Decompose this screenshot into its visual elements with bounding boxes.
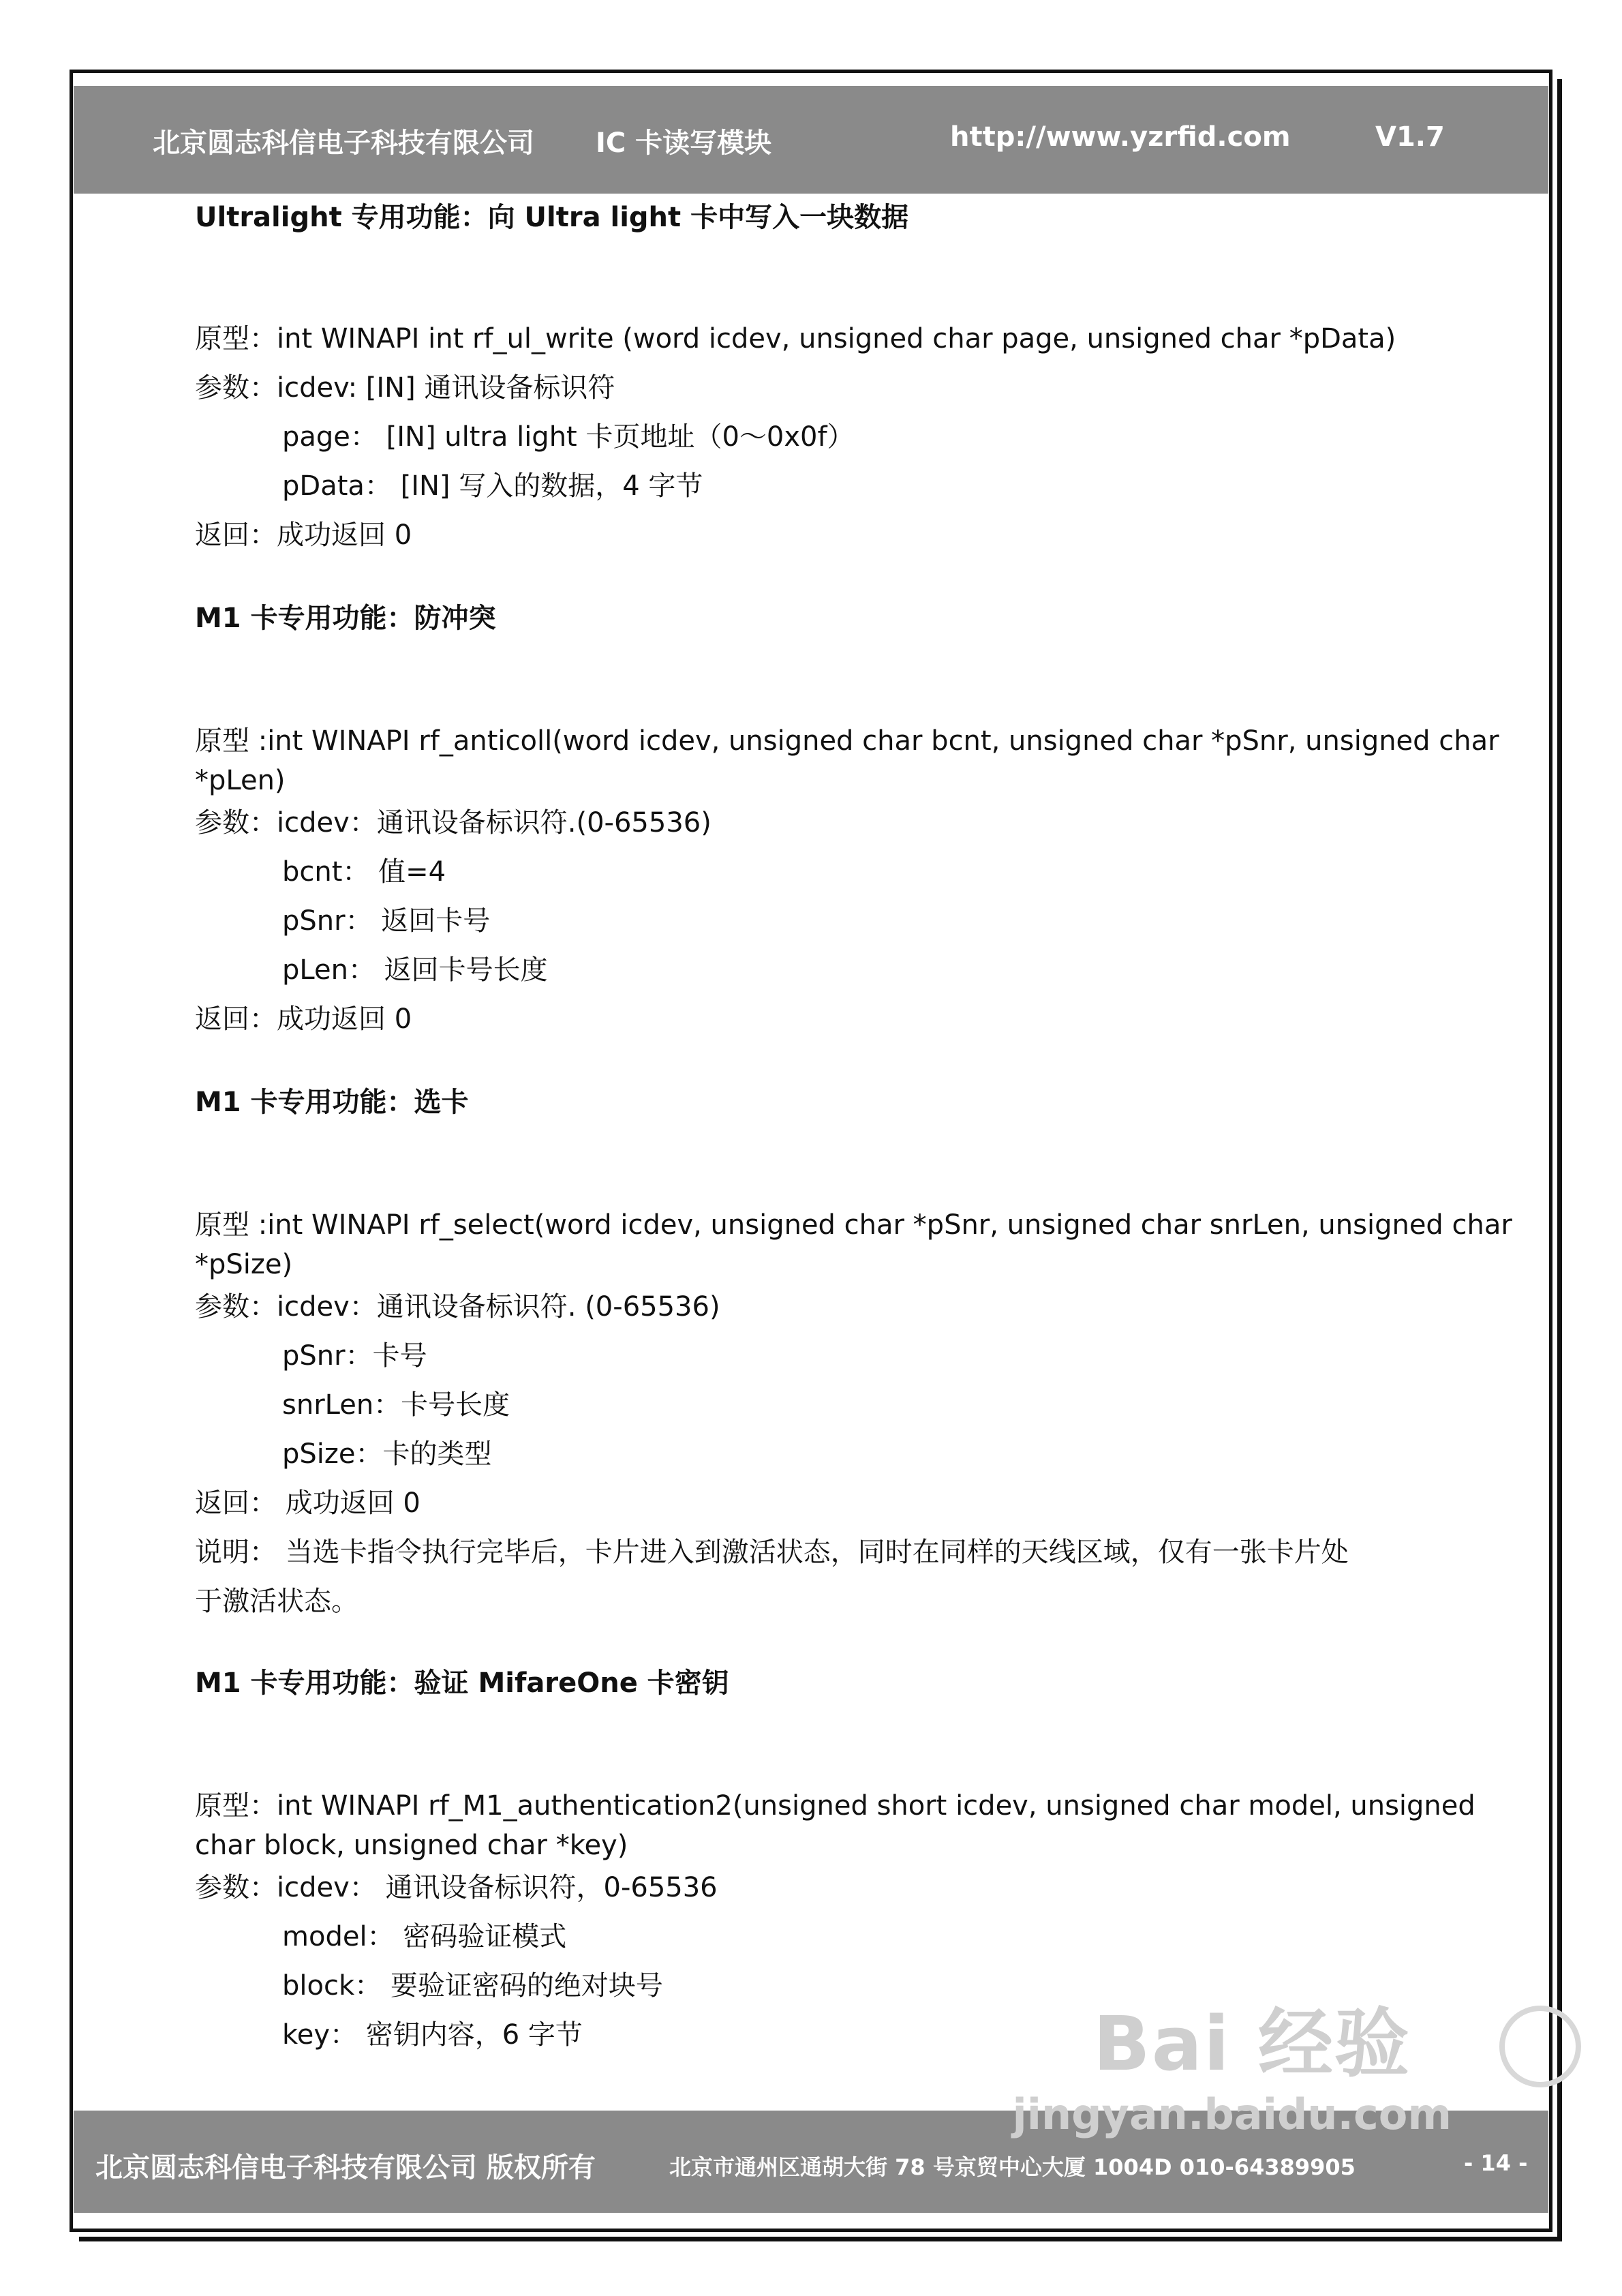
- page-header: [74, 86, 1548, 194]
- footer-address: 北京市通州区通胡大街 78 号京贸中心大厦 1004D 010-64389905: [669, 2154, 1356, 2180]
- section-heading: M1 卡专用功能：选卡: [195, 1087, 469, 1118]
- return-line: 返回： 成功返回 0: [195, 1487, 420, 1519]
- param-line: pSnr： 返回卡号: [282, 905, 491, 937]
- section-heading: M1 卡专用功能：防冲突: [195, 603, 496, 634]
- param-line: bcnt： 值=4: [282, 856, 446, 888]
- header-url: http://www.yzrfid.com: [950, 121, 1291, 153]
- paw-icon: [1499, 2006, 1581, 2087]
- watermark-logo: Bai 经验: [1092, 2000, 1411, 2087]
- param-line: 参数：icdev: [IN] 通讯设备标识符: [195, 372, 615, 404]
- prototype-line: char block, unsigned char *key): [195, 1830, 628, 1861]
- prototype-line: 原型 :int WINAPI rf_select(word icdev, unsigned char *pSnr, unsigned char snrLen, unsigned char: [195, 1209, 1512, 1241]
- note-line: 说明： 当选卡指令执行完毕后，卡片进入到激活状态，同时在同样的天线区域，仅有一张卡片处: [195, 1537, 1349, 1568]
- note-line: 于激活状态。: [195, 1586, 358, 1617]
- param-line: 参数：icdev： 通讯设备标识符，0-65536: [195, 1872, 718, 1903]
- prototype-line: *pSize): [195, 1249, 293, 1280]
- section-heading: M1 卡专用功能：验证 MifareOne 卡密钥: [195, 1667, 729, 1699]
- page-number: - 14 -: [1464, 2150, 1528, 2176]
- param-line: page： [IN] ultra light 卡页地址（0～0x0f）: [282, 421, 855, 453]
- prototype-line: 原型：int WINAPI int rf_ul_write (word icdev, unsigned char page, unsigned char *pData): [195, 323, 1396, 354]
- param-line: pLen： 返回卡号长度: [282, 954, 548, 986]
- return-line: 返回：成功返回 0: [195, 519, 412, 551]
- param-line: block： 要验证密码的绝对块号: [282, 1970, 663, 2002]
- header-company: 北京圆志科信电子科技有限公司: [153, 127, 534, 159]
- footer-copyright: 北京圆志科信电子科技有限公司 版权所有: [95, 2152, 596, 2184]
- param-line: 参数：icdev：通讯设备标识符.(0-65536): [195, 807, 711, 839]
- watermark-url: jingyan.baidu.com: [1012, 2089, 1452, 2139]
- section-heading: Ultralight 专用功能：向 Ultra light 卡中写入一块数据: [195, 202, 909, 233]
- header-version: V1.7: [1375, 121, 1445, 153]
- param-line: 参数：icdev：通讯设备标识符. (0-65536): [195, 1291, 720, 1323]
- param-line: key： 密钥内容，6 字节: [282, 2019, 583, 2051]
- return-line: 返回：成功返回 0: [195, 1003, 412, 1035]
- param-line: pSnr：卡号: [282, 1340, 427, 1372]
- header-product: IC 卡读写模块: [596, 127, 772, 159]
- param-line: snrLen：卡号长度: [282, 1389, 510, 1421]
- prototype-line: *pLen): [195, 765, 286, 796]
- param-line: model： 密码验证模式: [282, 1921, 567, 1952]
- prototype-line: 原型：int WINAPI rf_M1_authentication2(unsigned short icdev, unsigned char model, unsigned: [195, 1790, 1475, 1822]
- prototype-line: 原型 :int WINAPI rf_anticoll(word icdev, unsigned char bcnt, unsigned char *pSnr, unsigned char: [195, 725, 1499, 757]
- param-line: pData： [IN] 写入的数据，4 字节: [282, 470, 703, 502]
- param-line: pSize：卡的类型: [282, 1438, 492, 1470]
